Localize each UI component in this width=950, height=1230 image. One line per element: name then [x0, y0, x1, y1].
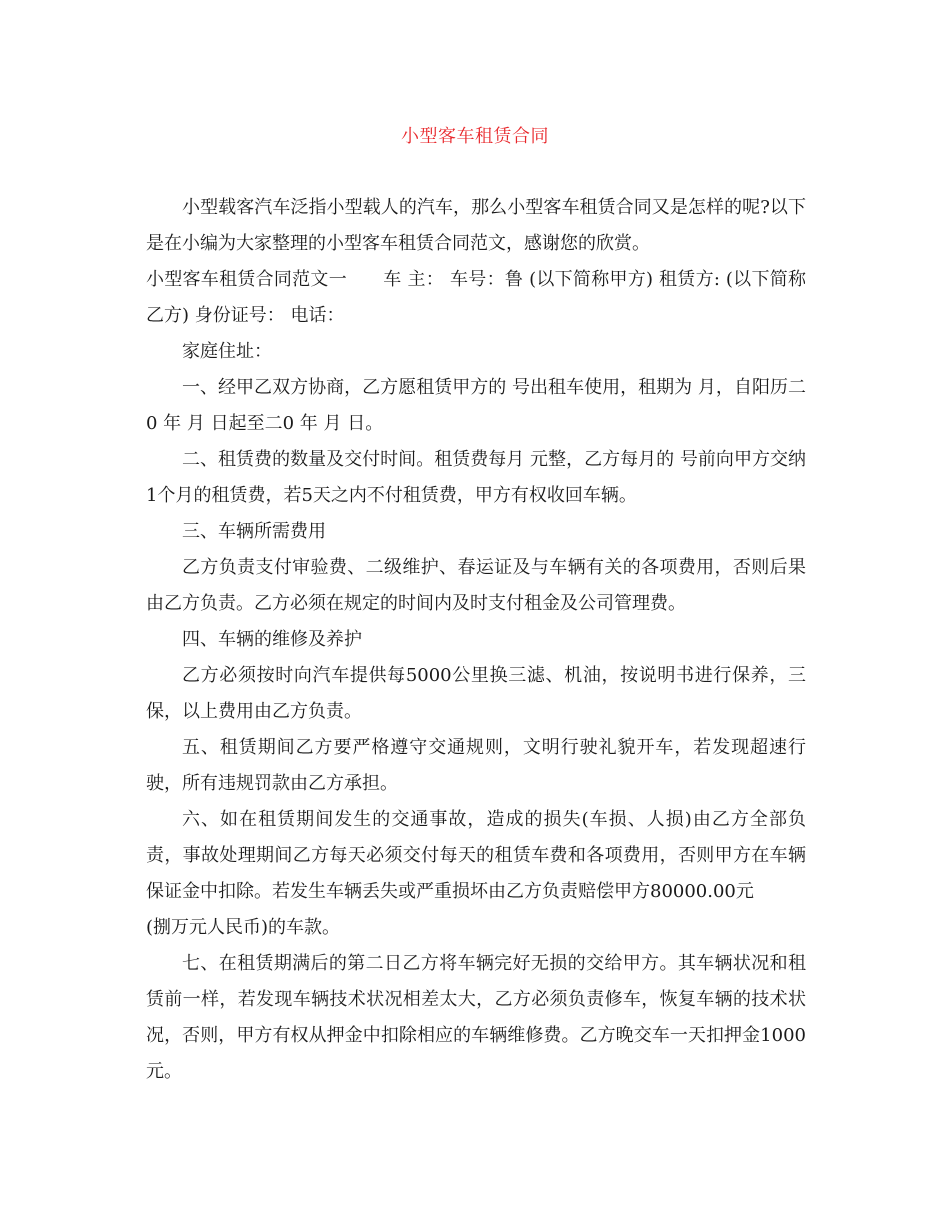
clause-6-continuation: (捌万元人民币)的车款。	[146, 917, 341, 938]
clause-1: 一、经甲乙双方协商，乙方愿租赁甲方的 号出租车使用，租期为 月，自阳历二0 年 月 日起至二0 年 月 日。	[146, 377, 806, 434]
clause-4-heading: 四、车辆的维修及养护	[182, 629, 362, 650]
clause-7: 七、在租赁期满后的第二日乙方将车辆完好无损的交给甲方。其车辆状况和租赁前一样，若发现车辆技术状况相差太大，乙方必须负责修车，恢复车辆的技术状况，否则，甲方有权从押金中扣除相应的车辆维修费。乙方晚交车一天扣押金1000元。	[146, 953, 806, 1082]
clause-3-heading: 三、车辆所需费用	[182, 521, 326, 542]
clause-3-body: 乙方负责支付审验费、二级维护、春运证及与车辆有关的各项费用，否则后果由乙方负责。乙方必须在规定的时间内及时支付租金及公司管理费。	[146, 557, 806, 614]
document-title: 小型客车租赁合同	[401, 126, 549, 147]
intro-paragraph: 小型载客汽车泛指小型载人的汽车，那么小型客车租赁合同又是怎样的呢?以下是在小编为大家整理的小型客车租赁合同范文，感谢您的欣赏。	[146, 197, 806, 254]
document-body	[146, 190, 806, 1090]
clause-5: 五、租赁期间乙方要严格遵守交通规则，文明行驶礼貌开车，若发现超速行驶，所有违规罚款由乙方承担。	[146, 737, 806, 794]
parties-info: 车 主： 车号：鲁 (以下简称甲方) 租赁方: (以下简称乙方) 身份证号： 电话：	[146, 269, 806, 326]
clause-4-body: 乙方必须按时向汽车提供每5000公里换三滤、机油，按说明书进行保养，三保，以上费用由乙方负责。	[146, 665, 806, 722]
clause-6: 六、如在租赁期间发生的交通事故，造成的损失(车损、人损)由乙方全部负责，事故处理期间乙方每天必须交付每天的租赁车费和各项费用，否则甲方在车辆保证金中扣除。若发生车辆丢失或严重损坏由乙方负责赔偿甲方80000.00元	[146, 809, 806, 902]
sample-heading: 小型客车租赁合同范文一	[146, 269, 347, 290]
clause-2: 二、租赁费的数量及交付时间。租赁费每月 元整，乙方每月的 号前向甲方交纳1个月的租赁费，若5天之内不付租赁费，甲方有权收回车辆。	[146, 449, 806, 506]
home-address-line: 家庭住址：	[182, 341, 272, 362]
parties-paragraph	[146, 262, 806, 334]
